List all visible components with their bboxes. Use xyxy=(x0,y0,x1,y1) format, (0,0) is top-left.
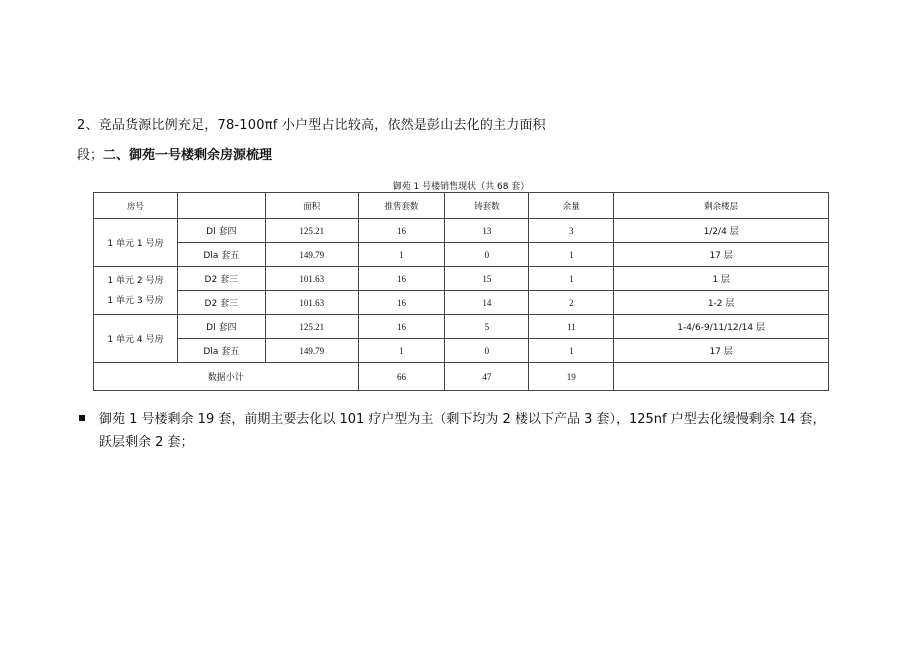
table-row xyxy=(94,315,829,339)
row-sold: 13 xyxy=(445,219,529,243)
row-sold: 14 xyxy=(445,291,529,315)
unit-label-4: 1 单元 4 号房 xyxy=(94,315,178,363)
unit-label-group xyxy=(94,267,178,315)
row-sold: 15 xyxy=(445,267,529,291)
row-area: 125.21 xyxy=(265,219,358,243)
row-floors: 17 层 xyxy=(614,243,829,267)
row-offered: 1 xyxy=(358,243,445,267)
subtotal-label: 数据小计 xyxy=(94,363,359,391)
row-area: 101.63 xyxy=(265,267,358,291)
row-remaining: 3 xyxy=(529,219,614,243)
header-type xyxy=(177,193,265,219)
bullet-paragraph: 御苑 1 号楼剩余 19 套，前期主要去化以 101 疗户型为主（剩下均为 2 楼以下产品 3 套），125nf 户型去化缓慢剩余 14 套，跃层剩余 2 套； xyxy=(99,412,826,450)
row-offered: 16 xyxy=(358,291,445,315)
row-type: Dla 套五 xyxy=(177,339,265,363)
unit-label-2: 1 单元 2 号房 xyxy=(107,275,164,286)
row-floors: 17 层 xyxy=(614,339,829,363)
row-floors: 1/2/4 层 xyxy=(614,219,829,243)
row-floors: 1-2 层 xyxy=(614,291,829,315)
paragraph-line-2 xyxy=(77,144,272,163)
row-sold: 0 xyxy=(445,243,529,267)
row-offered: 16 xyxy=(358,267,445,291)
section-heading: 二、御苑一号楼剩余房源梳理 xyxy=(103,148,273,163)
row-offered: 1 xyxy=(358,339,445,363)
row-type: Dl 套四 xyxy=(177,315,265,339)
square-bullet-icon xyxy=(79,415,85,421)
row-remaining: 11 xyxy=(529,315,614,339)
sales-table xyxy=(93,192,829,391)
header-floors: 剩余楼层 xyxy=(614,193,829,219)
row-type: D2 套三 xyxy=(177,291,265,315)
header-room: 房号 xyxy=(94,193,178,219)
row-remaining: 1 xyxy=(529,243,614,267)
row-offered: 16 xyxy=(358,315,445,339)
row-sold: 0 xyxy=(445,339,529,363)
row-area: 101.63 xyxy=(265,291,358,315)
row-area: 149.79 xyxy=(265,243,358,267)
row-area: 125.21 xyxy=(265,315,358,339)
header-area: 面积 xyxy=(265,193,358,219)
subtotal-sold: 47 xyxy=(445,363,529,391)
row-remaining: 2 xyxy=(529,291,614,315)
table-row xyxy=(94,339,829,363)
row-area: 149.79 xyxy=(265,339,358,363)
row-floors: 1-4/6-9/11/12/14 层 xyxy=(614,315,829,339)
table-row xyxy=(94,267,829,291)
row-remaining: 1 xyxy=(529,339,614,363)
paragraph-line-2-prefix: 段； xyxy=(77,148,104,163)
row-remaining: 1 xyxy=(529,267,614,291)
table-row xyxy=(94,243,829,267)
unit-label-3: 1 单元 3 号房 xyxy=(107,295,164,306)
subtotal-row xyxy=(94,363,829,391)
table-row xyxy=(94,291,829,315)
row-sold: 5 xyxy=(445,315,529,339)
subtotal-remaining: 19 xyxy=(529,363,614,391)
header-remaining: 余量 xyxy=(529,193,614,219)
row-type: Dl 套四 xyxy=(177,219,265,243)
header-offered: 推售套数 xyxy=(358,193,445,219)
row-type: D2 套三 xyxy=(177,267,265,291)
header-sold: 铸套数 xyxy=(445,193,529,219)
unit-label-1: 1 单元 1 号房 xyxy=(94,219,178,267)
paragraph-line-1: 2、竞品货源比例充足，78-100πf 小户型占比较高，依然是彭山去化的主力面积 xyxy=(77,118,546,133)
table-caption: 御苑 1 号楼销售现状（共 68 套） xyxy=(392,182,530,192)
row-floors: 1 层 xyxy=(614,267,829,291)
table-row xyxy=(94,219,829,243)
table-header-row xyxy=(94,193,829,219)
subtotal-offered: 66 xyxy=(358,363,445,391)
subtotal-floors xyxy=(614,363,829,391)
row-type: Dla 套五 xyxy=(177,243,265,267)
row-offered: 16 xyxy=(358,219,445,243)
